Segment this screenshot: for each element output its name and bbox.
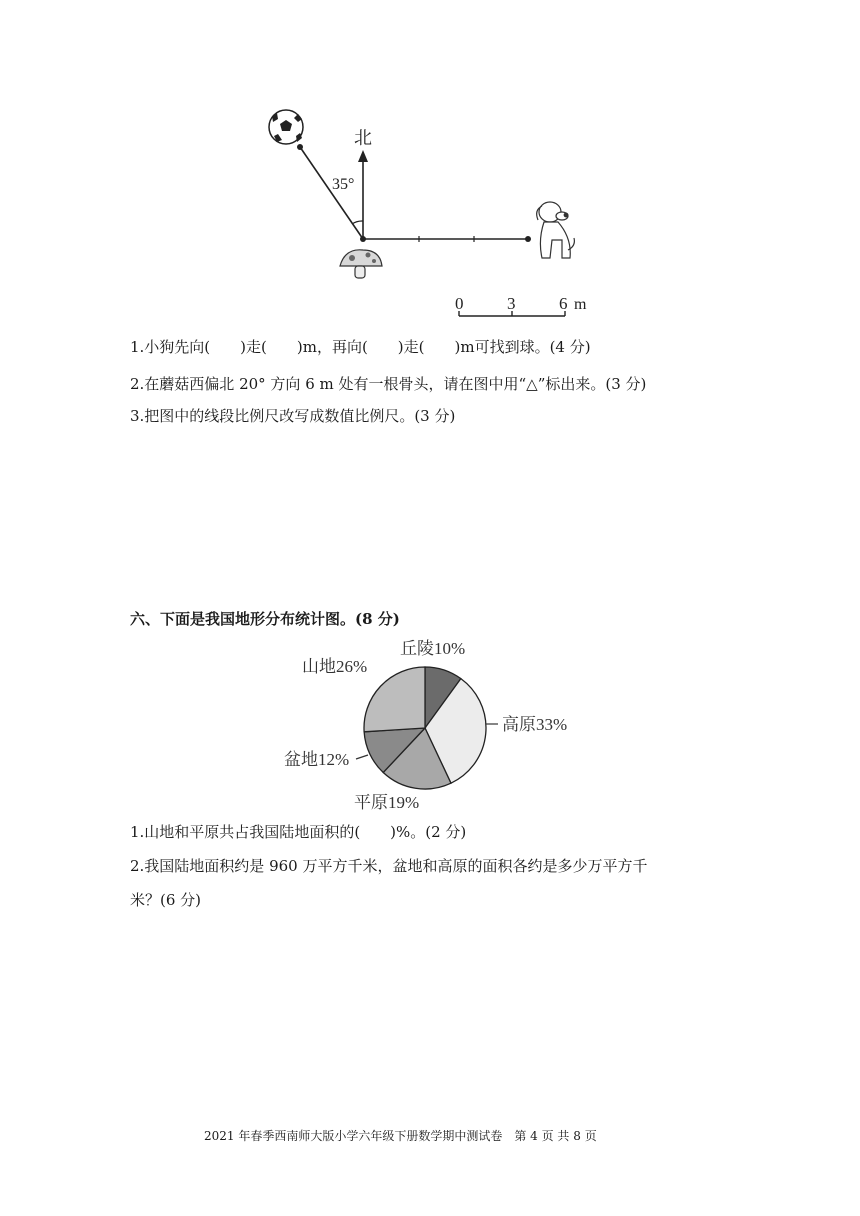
dog-icon <box>537 202 575 258</box>
north-arrow-head <box>358 150 368 162</box>
scale-unit: m <box>574 296 587 313</box>
scale-tick-0: 0 <box>455 294 464 313</box>
pie-leader-line-4 <box>356 755 368 759</box>
north-label: 北 <box>354 128 372 148</box>
soccer-ball-icon <box>269 110 303 144</box>
pie-label-1: 丘陵10% <box>400 639 466 658</box>
section-6-title: 六、下面是我国地形分布统计图。(8 分) <box>130 610 400 628</box>
question-6-1: 1.山地和平原共占我国陆地面积的( )%。(2 分) <box>130 823 467 841</box>
pie-label-4: 盆地12% <box>284 750 350 769</box>
question-5-1: 1.小狗先向( )走( )m，再向( )走( )m可找到球。(4 分) <box>130 338 591 356</box>
terrain-pie-chart <box>270 632 590 814</box>
scale-tick-6: 6 <box>559 294 568 313</box>
path-to-ball <box>300 147 363 239</box>
scale-bar <box>455 294 587 316</box>
pie-slice-5 <box>364 667 425 732</box>
question-5-3: 3.把图中的线段比例尺改写成数值比例尺。(3 分) <box>130 407 456 425</box>
dog-point <box>525 236 531 242</box>
ball-point <box>297 144 303 150</box>
question-6-2-line2: 米？(6 分) <box>130 891 202 909</box>
pie-label-5: 山地26% <box>302 657 368 676</box>
origin-point <box>360 236 366 242</box>
question-5-2: 2.在蘑菇西偏北 20° 方向 6 m 处有一根骨头，请在图中用“△”标出来。(3 分) <box>130 375 647 393</box>
page-footer: 2021 年春季西南师大版小学六年级下册数学期中测试卷 第 4 页 共 8 页 <box>204 1129 597 1143</box>
angle-label: 35° <box>332 176 355 193</box>
direction-map-figure <box>250 100 610 320</box>
scale-tick-3: 3 <box>507 294 516 313</box>
pie-label-3: 平原19% <box>354 793 420 812</box>
pie-label-2: 高原33% <box>502 715 568 734</box>
question-6-2-line1: 2.我国陆地面积约是 960 万平方千米，盆地和高原的面积各约是多少万平方千 <box>130 857 648 875</box>
mushroom-icon <box>340 250 382 278</box>
angle-arc <box>352 221 363 224</box>
